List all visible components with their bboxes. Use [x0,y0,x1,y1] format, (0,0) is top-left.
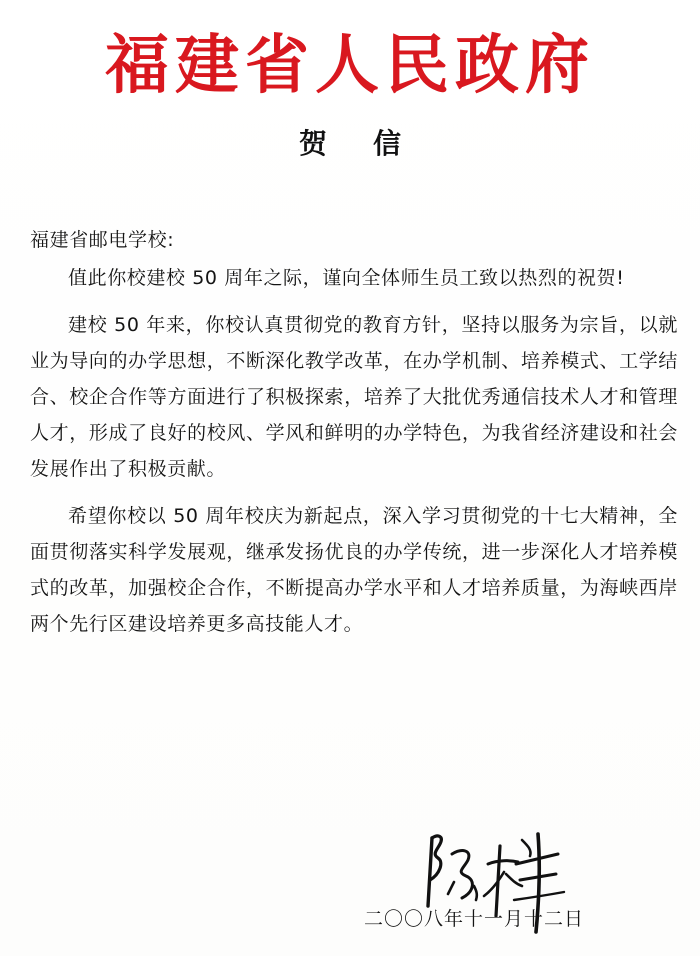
salutation: 福建省邮电学校: [30,229,175,251]
paragraph-2: 建校 50 年来，你校认真贯彻党的教育方针，坚持以服务为宗旨，以就业为导向的办学思想，不断深化教学改革，在办学机制、培养模式、工学结合、校企合作等方面进行了积极探索，培养了大批优秀通信技术人才和管理人才，形成了良好的校风、学风和鲜明的办学特色，为我省经济建设和社会发展作出了积极贡献。 [30,314,678,480]
paragraph-3: 希望你校以 50 周年校庆为新起点，深入学习贯彻党的十七大精神，全面贯彻落实科学发展观，继承发扬优良的办学传统，进一步深化人才培养模式的改革，加强校企合作，不断提高办学水平和人才培养质量，为海峡西岸两个先行区建设培养更多高技能人才。 [30,505,678,635]
letterhead-title: 福建省人民政府 [105,28,595,103]
letter-date: 二〇〇八年十一月十二日 [364,908,585,930]
letter-heading: 贺信 [298,127,447,160]
paragraph-1: 值此你校建校 50 周年之际，谨向全体师生员工致以热烈的祝贺! [68,267,625,289]
letter-body [30,222,678,653]
